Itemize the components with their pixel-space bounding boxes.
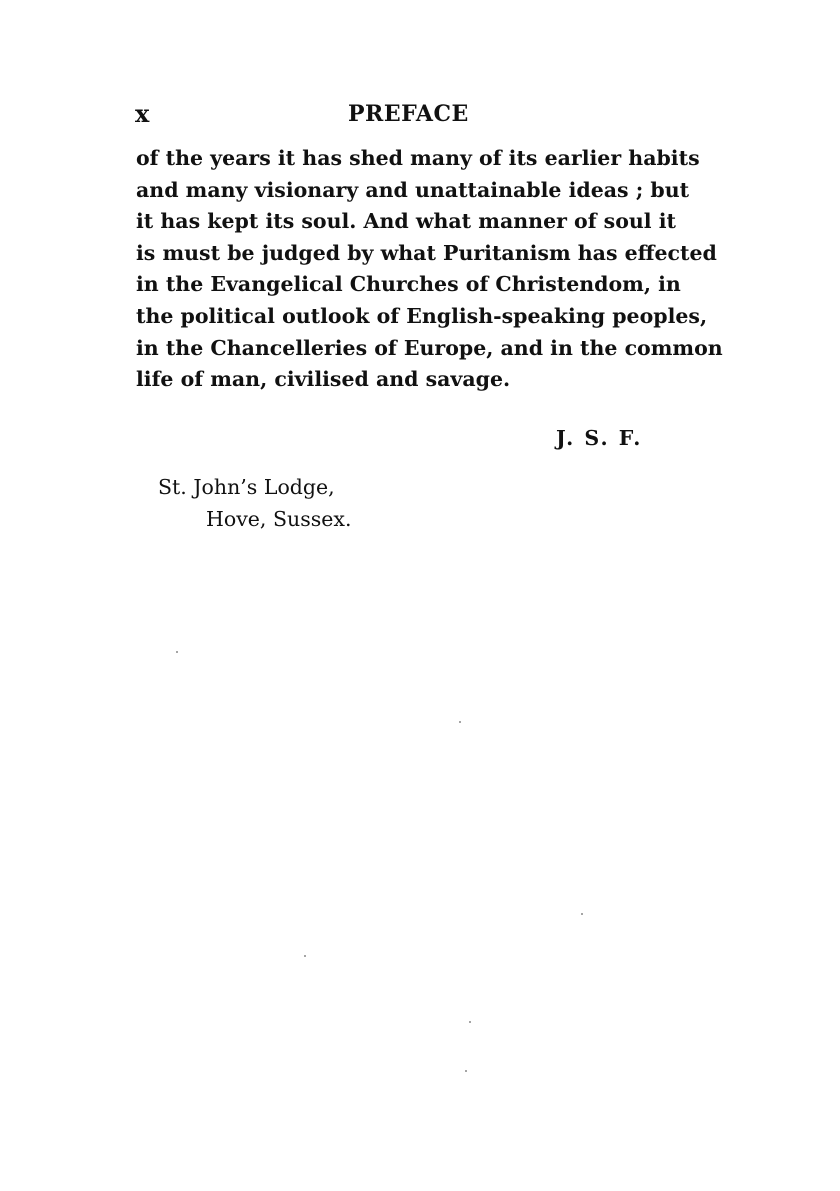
address-line-1: St. John’s Lodge, [158, 475, 335, 499]
text-line: is must be judged by what Puritanism has effected [136, 240, 717, 265]
page-number: x [135, 99, 150, 128]
text-line: and many visionary and unattainable ideas ; but [136, 177, 690, 202]
scan-speck [465, 1070, 467, 1072]
text-line: the political outlook of English-speaking peoples, [136, 303, 708, 328]
address-line-2: Hove, Sussex. [206, 507, 352, 531]
scan-speck [469, 1021, 471, 1023]
scan-speck [459, 721, 461, 723]
text-line: in the Chancelleries of Europe, and in the common [136, 335, 723, 360]
text-line: it has kept its soul. And what manner of soul it [136, 209, 676, 234]
scan-speck [176, 651, 178, 653]
text-line: of the years it has shed many of its earlier habits [136, 146, 700, 170]
author-initials: J. S. F. [556, 426, 643, 450]
running-title: PREFACE [348, 101, 469, 127]
text-line: life of man, civilised and savage. [136, 367, 511, 392]
scan-speck [581, 913, 583, 915]
scan-speck [304, 955, 306, 957]
preface-paragraph [136, 143, 723, 396]
text-line: in the Evangelical Churches of Christendom, in [136, 272, 681, 297]
